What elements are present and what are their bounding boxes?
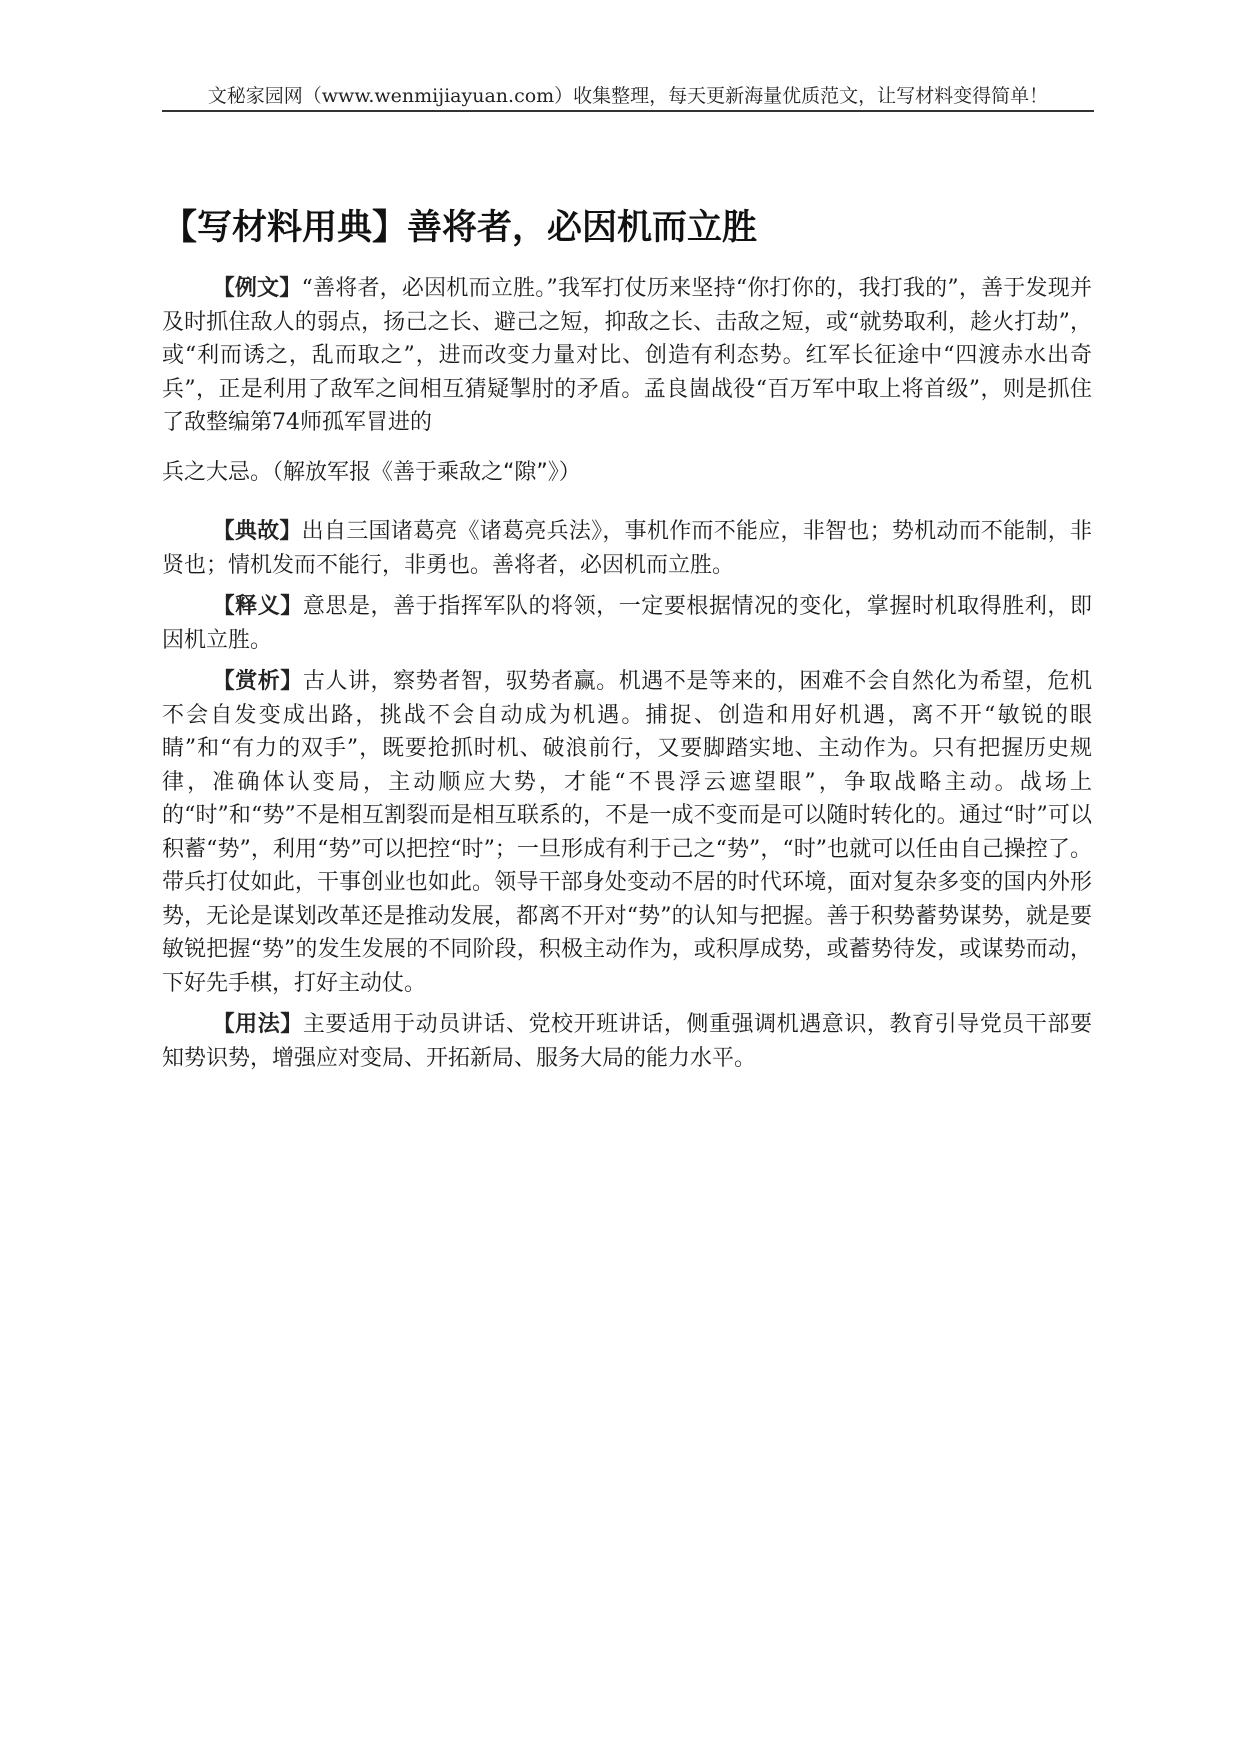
origin-tag: 【典故】 <box>212 519 302 544</box>
origin-paragraph <box>162 515 1092 582</box>
article-body <box>162 272 1092 1083</box>
origin-text: 出自三国诸葛亮《诸葛亮兵法》，事机作而不能应，非智也；势机动而不能制，非贤也；情机发而不能行，非勇也。善将者，必因机而立胜。 <box>162 519 1092 578</box>
article-title: 【写材料用典】善将者，必因机而立胜 <box>162 208 758 248</box>
usage-tag: 【用法】 <box>212 1012 303 1037</box>
example-tag: 【例文】 <box>212 276 302 301</box>
meaning-tag: 【释义】 <box>212 594 303 619</box>
meaning-paragraph <box>162 590 1092 657</box>
analysis-text: 古人讲，察势者智，驭势者赢。机遇不是等来的，困难不会自然化为希望，危机不会自发变成出路，挑战不会自动成为机遇。捕捉、创造和用好机遇，离不开“敏锐的眼睛”和“有力的双手”，既要抢抓时机、破浪前行，又要脚踏实地、主动作为。只有把握历史规律，准确体认变局，主动顺应大势，才能“不畏浮云遮望眼”，争取战略主动。战场上的“时”和“势”不是相互割裂而是相互联系的，不是一成不变而是可以随时转化的。通过“时”可以积蓄“势”，利用“势”可以把控“时”；一旦形成有利于己之“势”，“时”也就可以任由自己操控了。带兵打仗如此，干事创业也如此。领导干部身处变动不居的时代环境，面对复杂多变的国内外形势，无论是谋划改革还是推动发展，都离不开对“势”的认知与把握。善于积势蓄势谋势，就是要敏锐把握“势”的发生发展的不同阶段，积极主动作为，或积厚成势，或蓄势待发，或谋势而动，下好先手棋，打好主动仗。 <box>162 669 1092 996</box>
usage-paragraph <box>162 1008 1092 1075</box>
meaning-text: 意思是，善于指挥军队的将领，一定要根据情况的变化，掌握时机取得胜利，即因机立胜。 <box>162 594 1092 653</box>
example-tail: 兵之大忌。 <box>162 459 273 485</box>
example-tail-line <box>162 456 1092 490</box>
analysis-tag: 【赏析】 <box>212 669 303 694</box>
example-paragraph <box>162 272 1092 489</box>
analysis-paragraph <box>162 665 1092 1000</box>
example-source: （解放军报《善于乘敌之“隙”》） <box>272 459 581 485</box>
page-header: 文秘家园网（www.wenmijiayuan.com）收集整理，每天更新海量优质范文，让写材料变得简单！ <box>162 84 1094 112</box>
usage-text: 主要适用于动员讲话、党校开班讲话，侧重强调机遇意识，教育引导党员干部要知势识势，增强应对变局、开拓新局、服务大局的能力水平。 <box>162 1012 1092 1071</box>
example-text: “善将者，必因机而立胜。”我军打仗历来坚持“你打你的，我打我的”，善于发现并及时抓住敌人的弱点，扬己之长、避己之短，抑敌之长、击敌之短，或“就势取利，趁火打劫”，或“利而诱之，乱而取之”，进而改变力量对比、创造有利态势。红军长征途中“四渡赤水出奇兵”，正是利用了敌军之间相互猜疑掣肘的矛盾。孟良崮战役“百万军中取上将首级”，则是抓住了敌整编第74师孤军冒进的 <box>162 276 1092 435</box>
